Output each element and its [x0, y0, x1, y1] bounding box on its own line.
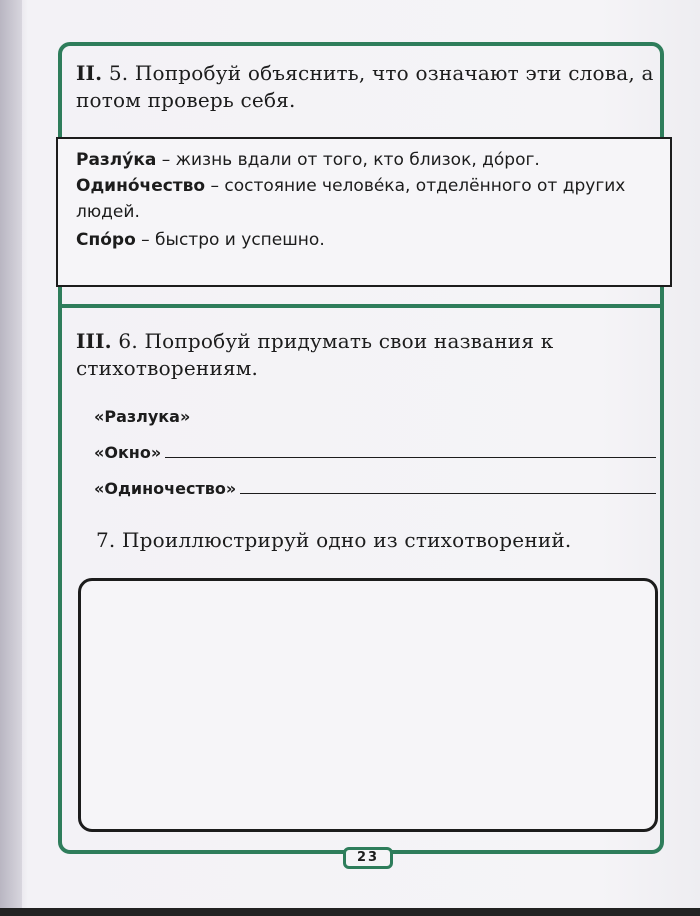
- title-row-razluka: [94, 400, 190, 426]
- definition-term: Разлу́ка: [76, 150, 157, 170]
- definition-text: – жизнь вдали от того, кто близок, до́рог.: [156, 150, 540, 170]
- title-row-okno: [94, 436, 656, 462]
- poem-title: «Одиночество»: [94, 479, 237, 498]
- task-5-numeral: II.: [76, 61, 103, 85]
- task-6-instruction: [76, 328, 660, 382]
- definition-1: [76, 147, 660, 173]
- book-spine: [0, 0, 22, 916]
- illustration-box[interactable]: [78, 578, 658, 832]
- task-5-text: 5. Попробуй объяснить, что означают эти слова, а потом проверь себя.: [76, 61, 654, 112]
- task-7-instruction: [96, 527, 660, 554]
- task-6-numeral: III.: [76, 329, 112, 353]
- definition-3: [76, 227, 660, 253]
- definition-term: Одино́чество: [76, 176, 206, 196]
- definition-text: – быстро и успешно.: [135, 230, 325, 250]
- poem-title: «Окно»: [94, 443, 162, 462]
- answer-line[interactable]: [240, 493, 656, 494]
- definitions-box: [56, 137, 672, 287]
- page-number: 23: [343, 847, 393, 869]
- definition-2: [76, 173, 660, 225]
- task-7-text: 7. Проиллюстрируй одно из стихотворений.: [96, 528, 572, 552]
- definition-term: Спо́ро: [76, 230, 136, 250]
- title-row-odinochestvo: [94, 472, 656, 498]
- answer-line[interactable]: [165, 457, 656, 458]
- definition-text: – состояние челове́ка, отделённого от других людей.: [76, 176, 626, 222]
- task-6-text: 6. Попробуй придумать свои названия к стихотворениям.: [76, 329, 554, 380]
- poem-title: «Разлука»: [94, 407, 191, 426]
- task-5-instruction: [76, 60, 660, 114]
- section-divider: [58, 304, 664, 308]
- scan-edge: [0, 908, 700, 916]
